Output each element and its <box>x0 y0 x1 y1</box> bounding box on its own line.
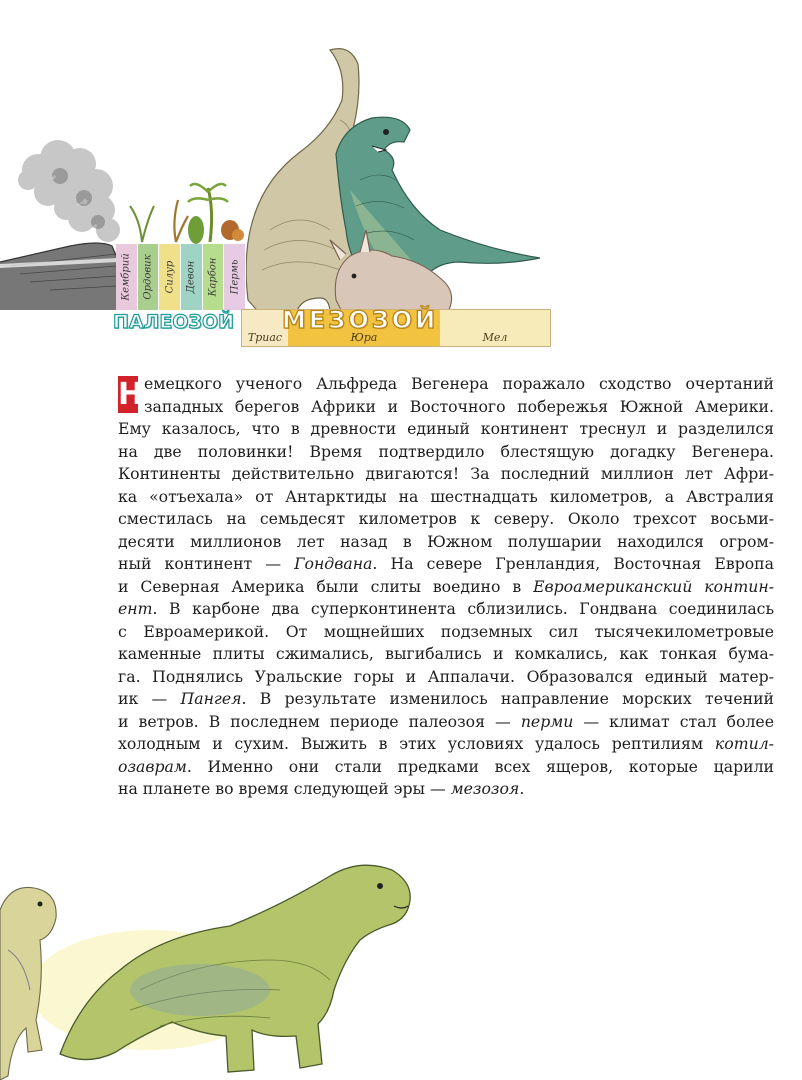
period-tile-carboniferous <box>203 244 225 310</box>
plants-illustration <box>130 184 244 244</box>
text-line: каменные плиты сжимались, выгибались и комкались, как тонкая бума- <box>118 644 774 663</box>
text-line: га. Поднялись Уральские горы и Аппалачи. Образовался единый матер- <box>118 666 774 686</box>
era-label-mesozoic: МЕЗОЗОЙ <box>282 306 439 334</box>
article-body <box>118 373 774 801</box>
text-line: Континенты действительно двигаются! За последний миллион лет Афри- <box>118 464 774 483</box>
text-line: ент. В карбоне два суперконтинента сблизились. Гондвана соединилась <box>118 599 774 618</box>
text-line: и Северная Америка были слиты воедино в Евроамериканский контин- <box>118 576 774 596</box>
period-label: Силур <box>164 260 176 294</box>
text-line: емецкого ученого Альфреда Вегенера поражало сходство очертаний <box>144 374 774 393</box>
period-tile-devonian <box>181 244 203 310</box>
period-label: Мел <box>482 331 508 344</box>
paleozoic-period-strip <box>116 244 246 310</box>
text-line: с Евроамерикой. От мощнейших подземных сил тысячекилометровые <box>118 621 774 641</box>
text-line: десяти миллионов лет назад в Южном полушарии находился огром- <box>118 531 774 551</box>
period-label: Девон <box>185 260 197 294</box>
period-label: Пермь <box>229 259 241 295</box>
text-line: Ему казалось, что в древности единый континент треснул и разделился <box>118 419 774 438</box>
text-line: ик — Пангея. В результате изменилось направление морских течений <box>118 689 775 708</box>
period-tile-permian <box>224 244 246 310</box>
italic-term: ент <box>118 599 153 618</box>
period-label: Юра <box>350 331 378 344</box>
text-line: и ветров. В последнем периоде палеозоя — перми — климат стал более <box>118 711 774 731</box>
italic-term: Евроамериканский контин- <box>533 576 774 596</box>
period-label: Триас <box>247 331 283 344</box>
period-label: Карбон <box>207 257 219 297</box>
drop-cap: Н <box>118 377 144 412</box>
italic-term: котил- <box>714 734 774 753</box>
text-line: западных берегов Африки и Восточного побережья Южной Америки. <box>144 396 774 416</box>
italic-term: Гондвана <box>294 554 373 573</box>
italic-term: мезозоя <box>450 779 520 798</box>
period-label: Кембрий <box>120 253 132 301</box>
volcano-illustration <box>0 140 120 310</box>
period-label: Ордовик <box>142 254 154 300</box>
italic-term: перми <box>520 711 574 731</box>
text-line: холодным и сухим. Выжить в этих условиях удалось рептилиям котил- <box>118 734 774 753</box>
italic-term: озаврам <box>118 756 187 776</box>
bottom-dinosaurs-illustration <box>0 840 430 1080</box>
era-label-paleozoic: ПАЛЕОЗОЙ <box>113 311 235 333</box>
period-cell-cretaceous <box>440 310 550 346</box>
period-tile-cambrian <box>116 244 138 310</box>
text-line: на планете во время следующей эры — мезозоя. <box>118 779 525 798</box>
period-tile-silurian <box>159 244 181 310</box>
text-line: на две половинки! Время подтвердило блестящую догадку Вегенера. <box>118 441 774 461</box>
text-line: сместилась на семьдесят километров к северу. Около трехсот восьми- <box>118 509 774 528</box>
period-tile-ordovician <box>138 244 160 310</box>
text-line: ка «отъехала» от Антарктиды на шестнадцать километров, а Австралия <box>118 486 774 506</box>
text-line: озаврам. Именно они стали предками всех ящеров, которые царили <box>118 756 774 776</box>
italic-term: Пангея <box>180 689 242 708</box>
text-line: ный континент — Гондвана. На севере Гренландия, Восточная Европа <box>118 554 774 573</box>
